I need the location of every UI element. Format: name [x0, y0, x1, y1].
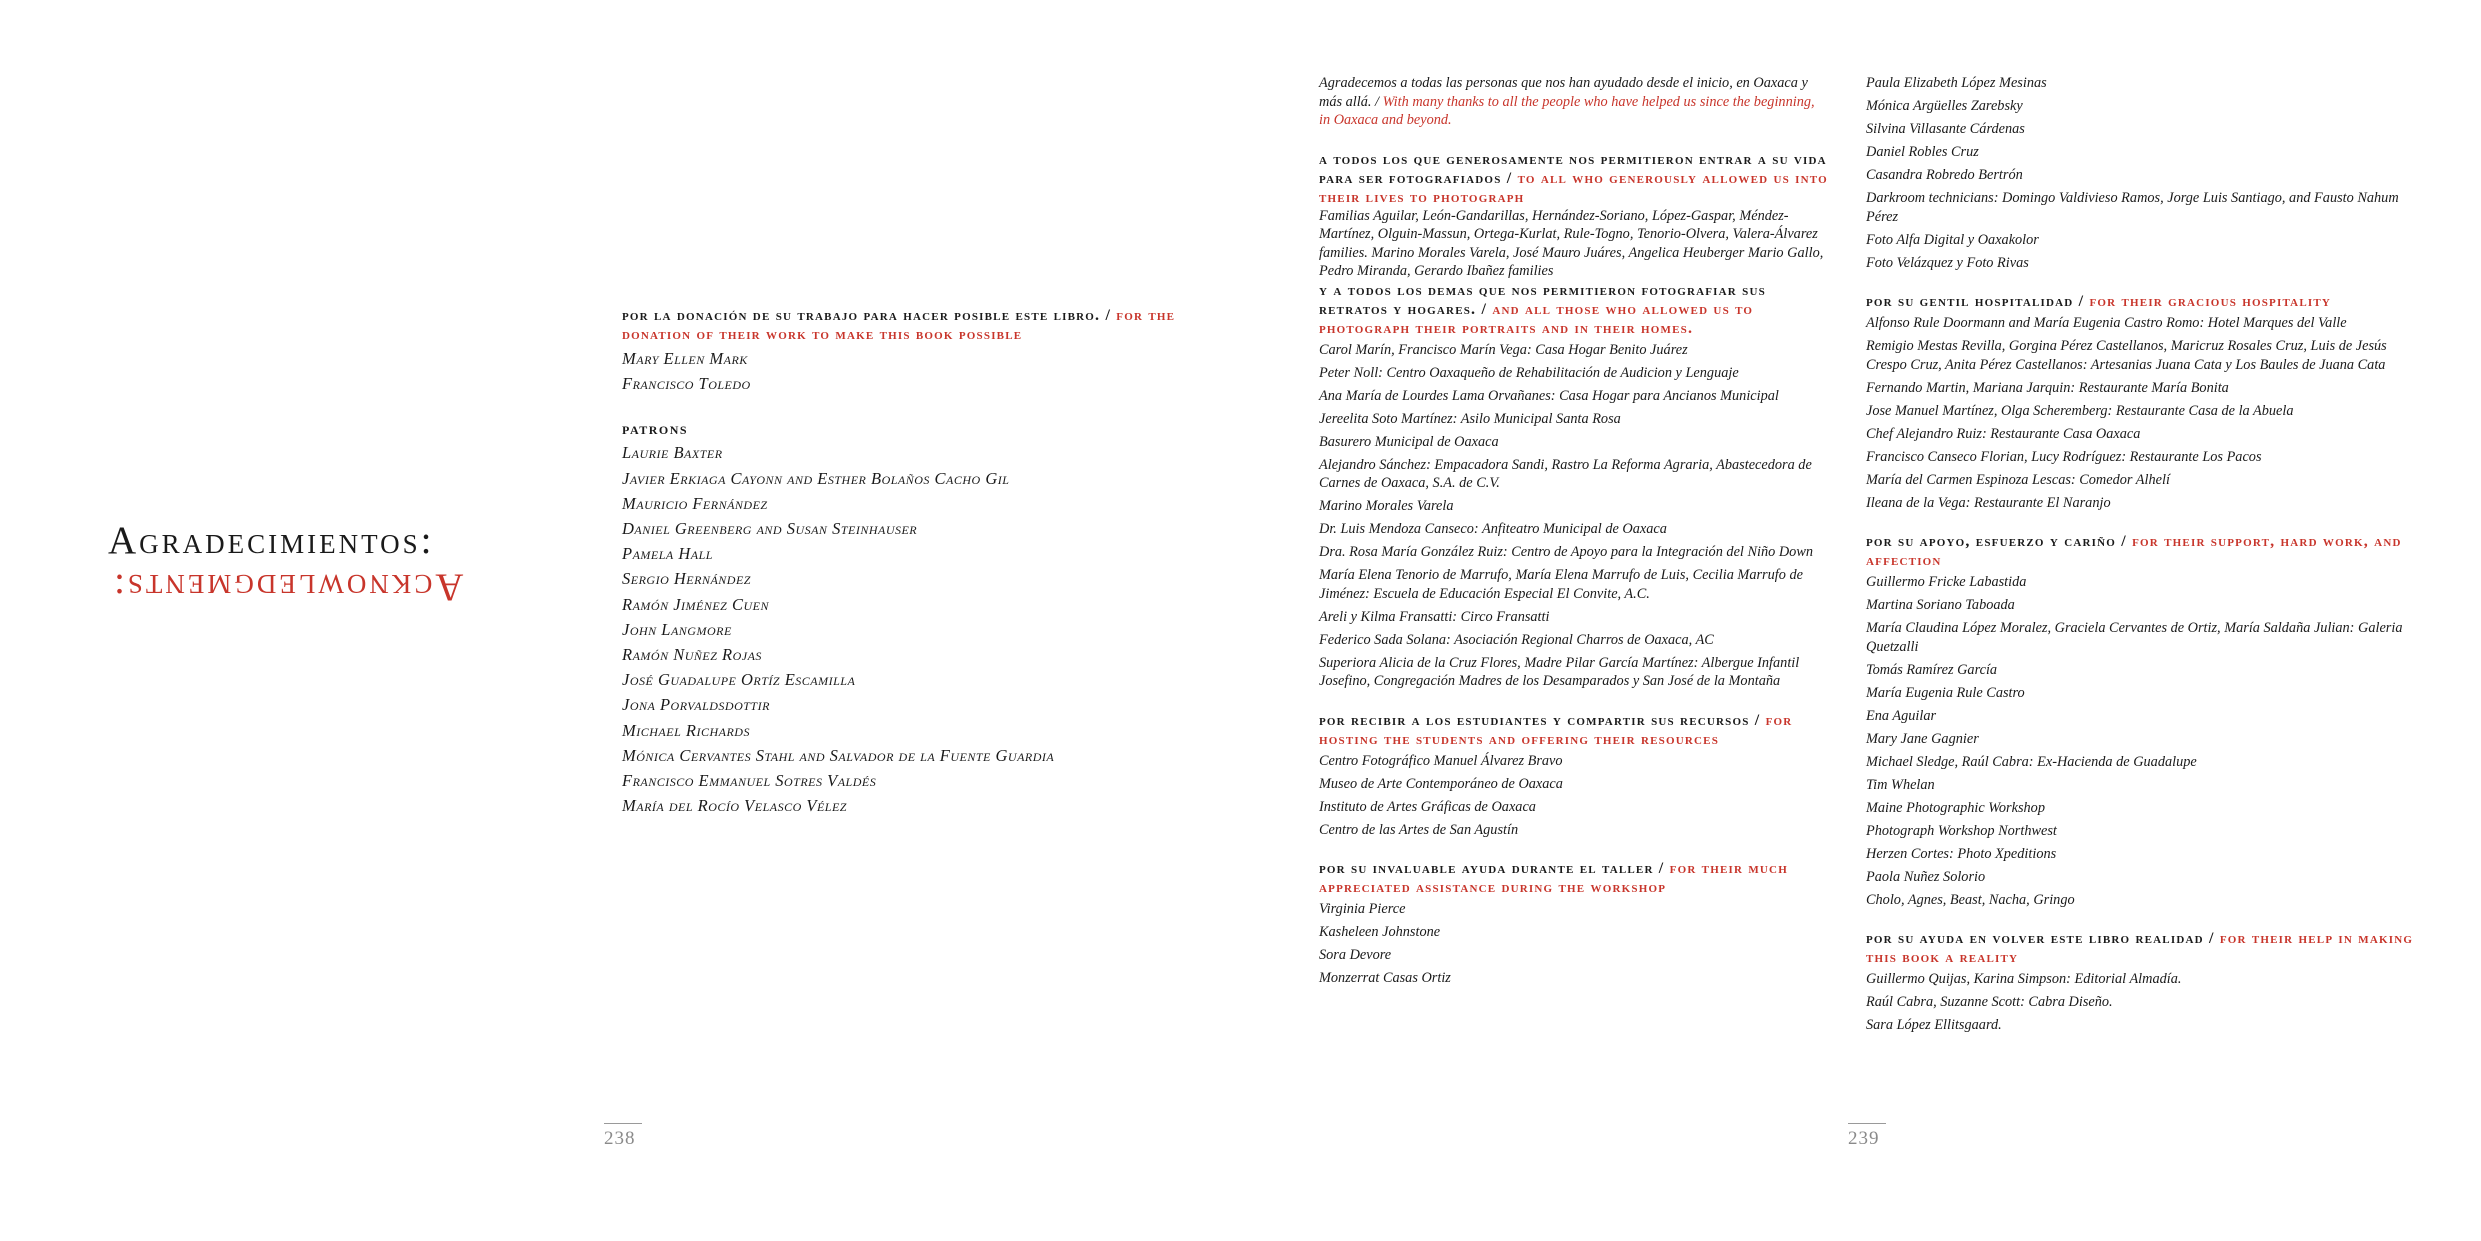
patron-name: María del Rocío Velasco Vélez — [622, 796, 847, 816]
list-item: Daniel Robles Cruz — [1866, 144, 1979, 160]
list-item: Tomás Ramírez García — [1866, 661, 1998, 678]
section-photographed — [1319, 150, 1829, 691]
list-item: Mary Jane Gagnier — [1866, 730, 1979, 747]
list-item: Basurero Municipal de Oaxaca — [1319, 433, 1499, 450]
hospitality-heading-en: for their gracious hospitality — [2089, 293, 2332, 310]
reality-list — [1866, 970, 2416, 1035]
patron-name: Pamela Hall — [622, 544, 713, 564]
list-item: Virginia Pierce — [1319, 901, 1406, 917]
patron-name: John Langmore — [622, 619, 732, 639]
list-item: Chef Alejandro Ruiz: Restaurante Casa Oaxaca — [1866, 425, 2141, 442]
list-item: Martina Soriano Taboada — [1866, 597, 2015, 613]
list-item: Cholo, Agnes, Beast, Nacha, Gringo — [1866, 891, 2075, 908]
photographed-heading2-en: and all those who allowed us to photograph their portraits and in their homes. — [1319, 300, 1754, 337]
list-item: Monzerrat Casas Ortiz — [1319, 970, 1451, 986]
families-text: Familias Aguilar, León-Gandarillas, Hernández-Soriano, López-Gaspar, Méndez-Martínez, Olguin-Massun, Ortega-Kurlat, Rule-Togno, Tenorio-Olvera, Valera-Álvarez families. Marino Morales Varela, José Mauro Juáres, Angelica Heuberger Mario Gallo, Pedro Miranda, Gerardo Ibañez families — [1319, 207, 1824, 279]
hospitality-list — [1866, 314, 2416, 512]
patron-name: Francisco Emmanuel Sotres Valdés — [622, 771, 877, 791]
support-heading-es: por su apoyo, esfuerzo y cariño / — [1866, 533, 2127, 550]
photographed-list — [1319, 341, 1829, 691]
patron-name: Mauricio Fernández — [622, 493, 768, 513]
list-item: Remigio Mestas Revilla, Gorgina Pérez Castellanos, Maricruz Rosales Cruz, Luis de Jesús Crespo Cruz, Anita Pérez Castellanos: Artesanias Juana Cata y Los Baules de Juana Cata — [1866, 338, 2387, 373]
photographed-heading-en: to all who generously allowed us into their lives to photograph — [1319, 169, 1828, 206]
list-item: Silvina Villasante Cárdenas — [1866, 121, 2025, 137]
list-item: Centro de las Artes de San Agustín — [1319, 821, 1519, 838]
patrons-heading: patrons — [622, 419, 689, 439]
reality-heading — [1866, 929, 2416, 967]
list-item: Sora Devore — [1319, 947, 1392, 963]
section-support — [1866, 532, 2416, 909]
hosting-heading — [1319, 711, 1829, 749]
list-item: Dr. Luis Mendoza Canseco: Anfiteatro Municipal de Oaxaca — [1319, 521, 1667, 537]
section-hosting — [1319, 711, 1829, 840]
patron-name: Mónica Cervantes Stahl and Salvador de la Fuente Guardia — [622, 745, 1055, 765]
list-item: Herzen Cortes: Photo Xpeditions — [1866, 845, 2057, 862]
list-item: Ena Aguilar — [1866, 707, 1937, 724]
list-item: María Eugenia Rule Castro — [1866, 684, 2025, 701]
donation-heading-es: por la donación de su trabajo para hacer posible este libro. / — [622, 307, 1112, 324]
list-item: Maine Photographic Workshop — [1866, 799, 2045, 816]
list-item: Mónica Argüelles Zarebsky — [1866, 98, 2023, 114]
intro-en: With many thanks to all the people who have helped us since the beginning, in Oaxaca and beyond. — [1319, 93, 1815, 128]
patron-name: Michael Richards — [622, 720, 750, 740]
section-hospitality — [1866, 292, 2416, 512]
hospitality-heading-es: por su gentil hospitalidad / — [1866, 293, 2085, 310]
list-item: Kasheleen Johnstone — [1319, 924, 1441, 940]
list-item: Areli y Kilma Fransatti: Circo Fransatti — [1319, 608, 1550, 625]
hospitality-heading — [1866, 292, 2416, 311]
right-page-column-1 — [1319, 74, 1829, 992]
intro-paragraph — [1319, 74, 1829, 130]
list-item: Marino Morales Varela — [1319, 498, 1454, 514]
reality-heading-en: for their help in making this book a reality — [1866, 930, 2414, 966]
list-item: Darkroom technicians: Domingo Valdivieso Ramos, Jorge Luis Santiago, and Fausto Nahum Pérez — [1866, 190, 2399, 225]
list-item: Alfonso Rule Doormann and María Eugenia Castro Romo: Hotel Marques del Valle — [1866, 315, 2347, 331]
list-item: Casandra Robredo Bertrón — [1866, 167, 2023, 183]
donation-heading-en: for the donation of their work to make this book possible — [622, 307, 1176, 343]
list-item: Tim Whelan — [1866, 776, 1935, 793]
list-item: Raúl Cabra, Suzanne Scott: Cabra Diseño. — [1866, 994, 2113, 1010]
list-item: Ileana de la Vega: Restaurante El Naranjo — [1866, 494, 2111, 511]
patron-name: Sergio Hernández — [622, 569, 751, 589]
hosting-list — [1319, 752, 1829, 840]
photographed-heading2-es: y a todos los demas que nos permitieron fotografiar sus retratos y hogares. / — [1319, 281, 1766, 318]
list-item: Paola Nuñez Solorio — [1866, 868, 1986, 885]
assistance-list — [1319, 900, 1829, 988]
list-item: María Claudina López Moralez, Graciela Cervantes de Ortiz, María Saldaña Julian: Galeria Quetzalli — [1866, 620, 2403, 655]
donor-name: Mary Ellen Mark — [622, 349, 748, 368]
assistance-heading — [1319, 859, 1829, 897]
left-page-column — [622, 306, 1182, 818]
patron-name: Laurie Baxter — [622, 443, 723, 463]
hosting-heading-es: por recibir a los estudiantes y compartir sus recursos / — [1319, 711, 1761, 729]
photographed-heading-2 — [1319, 281, 1829, 338]
page-number-left: 238 — [604, 1128, 636, 1149]
list-item: Carol Marín, Francisco Marín Vega: Casa Hogar Benito Juárez — [1319, 341, 1688, 358]
patron-name: José Guadalupe Ortíz Escamilla — [622, 670, 856, 690]
patron-name: Jona Porvaldsdottir — [622, 695, 770, 715]
photographed-heading — [1319, 150, 1829, 207]
patron-name: Ramón Nuñez Rojas — [622, 645, 762, 665]
assistance-heading-en: for their much appreciated assistance during the workshop — [1319, 860, 1788, 896]
section-reality — [1866, 929, 2416, 1035]
list-item: Foto Velázquez y Foto Rivas — [1866, 254, 2029, 271]
list-item: Sara López Ellitsgaard. — [1866, 1017, 2002, 1033]
support-heading-en: for their support, hard work, and affection — [1866, 533, 2402, 569]
patron-name: Ramón Jiménez Cuen — [622, 594, 769, 614]
hosting-heading-en: for hosting the students and offering their resources — [1319, 711, 1793, 748]
list-item: Peter Noll: Centro Oaxaqueño de Rehabilitación de Audicion y Lenguaje — [1319, 364, 1739, 381]
list-item: Jose Manuel Martínez, Olga Scheremberg: Restaurante Casa de la Abuela — [1866, 402, 2294, 419]
patron-name: Daniel Greenberg and Susan Steinhauser — [622, 519, 918, 539]
section-assistance — [1319, 859, 1829, 988]
patron-name: Javier Erkiaga Cayonn and Esther Bolaños Cacho Gil — [622, 468, 1010, 488]
list-item: Museo de Arte Contemporáneo de Oaxaca — [1319, 775, 1563, 792]
list-item: Dra. Rosa María González Ruiz: Centro de Apoyo para la Integración del Niño Down — [1319, 544, 1814, 560]
list-item: Ana María de Lourdes Lama Orvañanes: Casa Hogar para Ancianos Municipal — [1319, 387, 1779, 404]
support-list — [1866, 573, 2416, 909]
list-item: Centro Fotográfico Manuel Álvarez Bravo — [1319, 752, 1563, 769]
list-item: María del Carmen Espinoza Lescas: Comedor Alhelí — [1866, 471, 2170, 488]
assistance-heading-es: por su invaluable ayuda durante el taller / — [1319, 860, 1665, 877]
list-item: Alejandro Sánchez: Empacadora Sandi, Rastro La Reforma Agraria, Abastecedora de Carnes de Oaxaca, S.A. de C.V. — [1319, 456, 1812, 491]
list-item: Jereelita Soto Martínez: Asilo Municipal Santa Rosa — [1319, 410, 1621, 427]
reality-heading-es: por su ayuda en volver este libro realidad / — [1866, 930, 2215, 947]
donor-name: Francisco Toledo — [622, 374, 751, 394]
right-page-column-2 — [1866, 74, 2416, 1039]
support-heading — [1866, 532, 2416, 570]
patrons-list — [622, 440, 1182, 818]
list-item: Foto Alfa Digital y Oaxakolor — [1866, 231, 2039, 248]
list-item: Paula Elizabeth López Mesinas — [1866, 75, 2047, 91]
title-block — [108, 518, 578, 610]
page-number-right: 239 — [1848, 1128, 1880, 1149]
list-item: Federico Sada Solana: Asociación Regional Charros de Oaxaca, AC — [1319, 631, 1714, 648]
list-item: Superiora Alicia de la Cruz Flores, Madre Pilar García Martínez: Albergue Infantil Josefino, Congregación Madres de los Desamparados y San José de la Montaña — [1319, 654, 1800, 689]
title-spanish: Agradecimientos: — [108, 519, 435, 562]
photographed-heading-es: a todos los que generosamente nos permitieron entrar a su vida para ser fotografiados / — [1319, 150, 1827, 187]
list-item: María Elena Tenorio de Marrufo, María Elena Marrufo de Luis, Cecilia Marrufo de Jiménez: Escuela de Educación Especial El Convite, A.C. — [1319, 567, 1803, 602]
list-item: Fernando Martin, Mariana Jarquin: Restaurante María Bonita — [1866, 379, 2229, 396]
list-item: Instituto de Artes Gráficas de Oaxaca — [1319, 798, 1536, 815]
list-item: Francisco Canseco Florian, Lucy Rodríguez: Restaurante Los Pacos — [1866, 448, 2262, 465]
list-item: Guillermo Quijas, Karina Simpson: Editorial Almadía. — [1866, 971, 2182, 987]
title-english-inverted: Acknowledgments: — [111, 566, 464, 609]
list-item: Michael Sledge, Raúl Cabra: Ex-Hacienda de Guadalupe — [1866, 753, 2197, 770]
assistants-list — [1866, 74, 2416, 272]
list-item: Photograph Workshop Northwest — [1866, 822, 2057, 839]
list-item: Guillermo Fricke Labastida — [1866, 574, 2027, 590]
donation-heading — [622, 306, 1182, 344]
intro-es: Agradecemos a todas las personas que nos han ayudado desde el inicio, en Oaxaca y más allá. / — [1319, 75, 1808, 110]
donation-names — [622, 346, 1182, 396]
